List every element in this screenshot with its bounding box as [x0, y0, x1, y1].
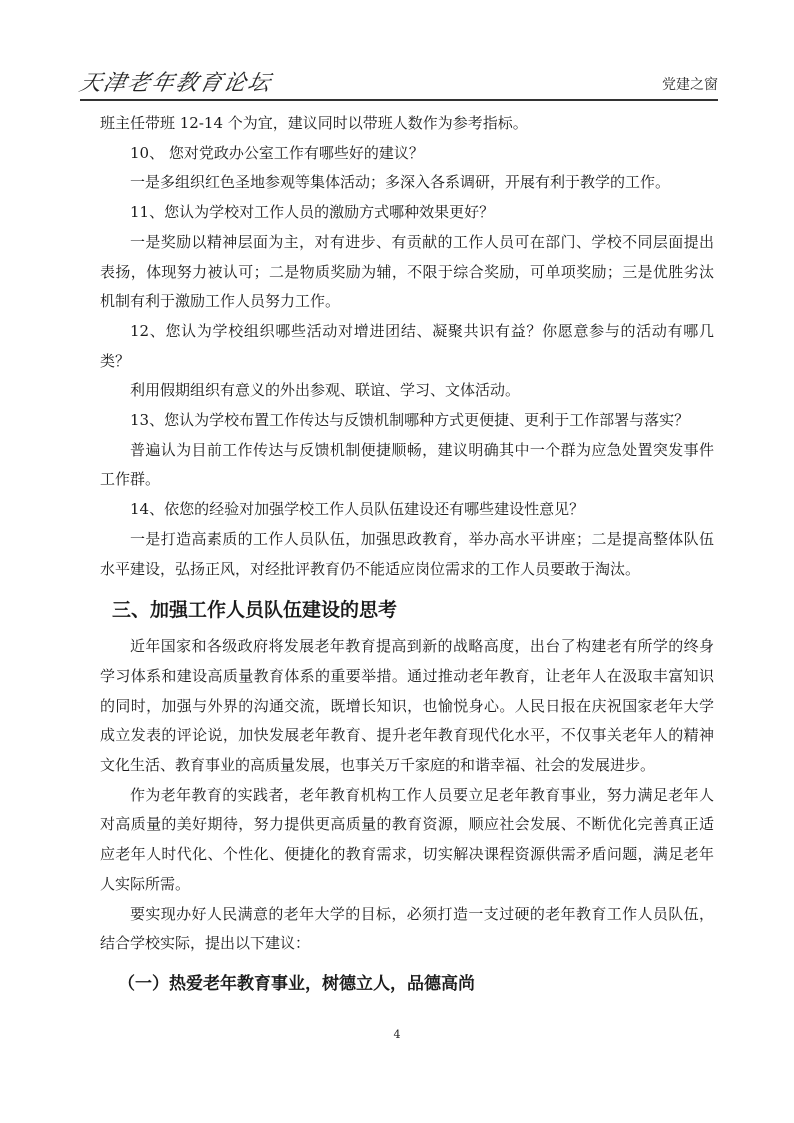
header-section-title: 党建之窗 — [662, 77, 718, 93]
question-12: 12、您认为学校组织哪些活动对增进团结、凝聚共识有益？你愿意参与的活动有哪几类？ — [100, 321, 714, 370]
paragraph-continued: 班主任带班 12-14 个为宜，建议同时以带班人数作为参考指标。 — [100, 114, 528, 132]
intro-paragraph-2: 作为老年教育的实践者，老年教育机构工作人员要立足老年教育事业，努力满足老年人对高质量的美好期待，努力提供更高质量的教育资源，顺应社会发展、不断优化完善真正适应老年人时代化、个性化、便捷化的教育需求，切实解决课程资源供需矛盾问题，满足老年人实际所需。 — [100, 785, 714, 893]
question-13: 13、您认为学校布置工作传达与反馈机制哪种方式更便捷、更利于工作部署与落实？ — [130, 411, 690, 430]
question-11: 11、您认为学校对工作人员的激励方式哪种效果更好？ — [130, 203, 495, 222]
answer-11: 一是奖励以精神层面为主，对有进步、有贡献的工作人员可在部门、学校不同层面提出表扬，体现努力被认可；二是物质奖励为辅，不限于综合奖励，可单项奖励；三是优胜劣汰机制有利于激励工作人员努力工作。 — [100, 232, 714, 311]
question-14: 14、依您的经验对加强学校工作人员队伍建设还有哪些建设性意见？ — [130, 500, 585, 519]
subsection-heading-1: （一）热爱老年教育事业，树德立人，品德高尚 — [118, 973, 475, 994]
question-10: 10、 您对党政办公室工作有哪些好的建议？ — [130, 143, 424, 162]
answer-14: 一是打造高素质的工作人员队伍，加强思政教育，举办高水平讲座；二是提高整体队伍水平建设，弘扬正风，对经批评教育仍不能适应岗位需求的工作人员要敢于淘汰。 — [100, 529, 714, 578]
answer-12: 利用假期组织有意义的外出参观、联谊、学习、文体活动。 — [130, 381, 521, 400]
document-body — [100, 109, 714, 1001]
intro-paragraph-3: 要实现办好人民满意的老年大学的目标，必须打造一支过硬的老年教育工作人员队伍，结合学校实际，提出以下建议： — [100, 904, 714, 953]
intro-paragraph-1: 近年国家和各级政府将发展老年教育提高到新的战略高度，出台了构建老有所学的终身学习体系和建设高质量教育体系的重要举措。通过推动老年教育，让老年人在汲取丰富知识的同时，加强与外界的沟通交流，既增长知识，也愉悦身心。人民日报在庆祝国家老年大学成立发表的评论说，加快发展老年教育、提升老年教育现代化水平，不仅事关老年人的精神文化生活、教育事业的高质量发展，也事关万千家庭的和谐幸福、社会的发展进步。 — [100, 637, 714, 775]
page-number: 4 — [393, 1028, 401, 1041]
header-logo-calligraphy: 天津老年教育论坛 — [76, 71, 275, 96]
answer-13: 普遍认为目前工作传达与反馈机制便捷顺畅，建议明确其中一个群为应急处置突发事件工作群。 — [100, 440, 714, 489]
header-divider — [80, 99, 718, 101]
page-header — [76, 64, 718, 98]
answer-10: 一是多组织红色圣地参观等集体活动；多深入各系调研，开展有利于教学的工作。 — [130, 173, 671, 192]
section-heading-3: 三、加强工作人员队伍建设的思考 — [112, 599, 398, 622]
